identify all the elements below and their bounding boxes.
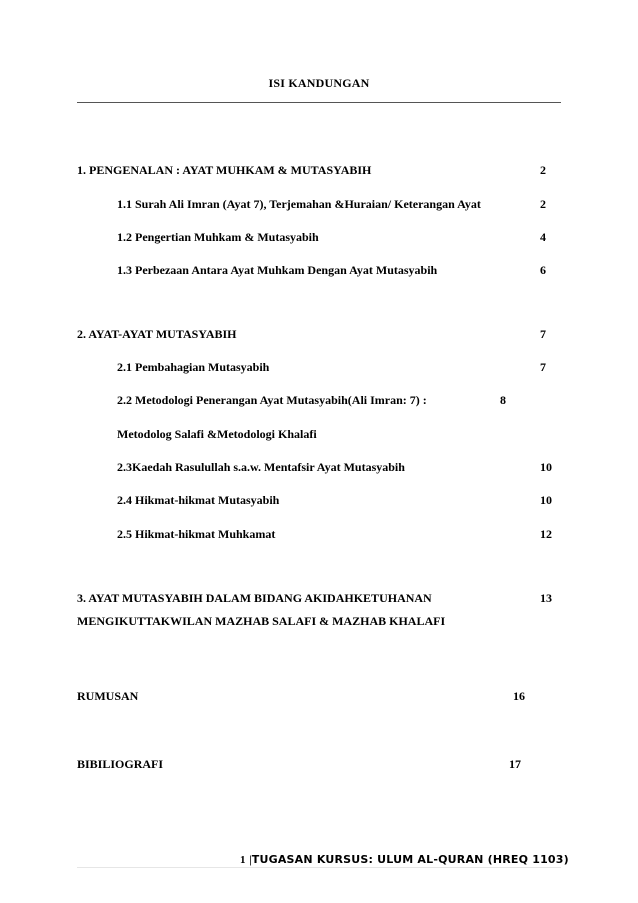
page-title: ISI KANDUNGAN <box>268 76 370 90</box>
toc-page-2-5: 12 <box>540 527 552 541</box>
toc-page-2-2: 8 <box>500 393 506 407</box>
toc-page-rumusan: 16 <box>513 689 525 703</box>
toc-entry-2-1: 2.1 Pembahagian Mutasyabih <box>117 360 270 374</box>
toc-entry-section-2: 2. AYAT-AYAT MUTASYABIH <box>77 327 237 341</box>
toc-entry-1-2: 1.2 Pengertian Muhkam & Mutasyabih <box>117 230 319 244</box>
title-divider <box>77 102 561 103</box>
page-footer <box>240 853 569 866</box>
toc-entry-2-3: 2.3Kaedah Rasulullah s.a.w. Mentafsir Ayat Mutasyabih <box>117 460 405 474</box>
toc-page-bibiliografi: 17 <box>509 757 521 771</box>
toc-entry-bibiliografi: BIBILIOGRAFI <box>77 757 164 771</box>
toc-page-section-1: 2 <box>540 163 546 177</box>
toc-entry-1-1: 1.1 Surah Ali Imran (Ayat 7), Terjemahan &Huraian/ Keterangan Ayat <box>117 197 481 211</box>
toc-page-1-1: 2 <box>540 197 546 211</box>
toc-entry-section-3: 3. AYAT MUTASYABIH DALAM BIDANG AKIDAHKETUHANAN <box>77 591 432 605</box>
toc-entry-section-3-continued: MENGIKUTTAKWILAN MAZHAB SALAFI & MAZHAB KHALAFI <box>77 614 446 628</box>
footer-course-title: TUGASAN KURSUS: ULUM AL-QURAN (HREQ 1103) <box>251 853 569 866</box>
toc-entry-2-2: 2.2 Metodologi Penerangan Ayat Mutasyabih(Ali Imran: 7) : <box>117 393 427 407</box>
toc-entry-1-3: 1.3 Perbezaan Antara Ayat Muhkam Dengan Ayat Mutasyabih <box>117 263 438 277</box>
footer-page-number: 1 <box>240 854 246 866</box>
footer-divider <box>77 867 561 868</box>
toc-page-1-3: 6 <box>540 263 546 277</box>
toc-entry-2-2-continued: Metodolog Salafi &Metodologi Khalafi <box>117 427 317 441</box>
toc-page-2-3: 10 <box>540 460 552 474</box>
toc-page-section-2: 7 <box>540 327 546 341</box>
toc-entry-rumusan: RUMUSAN <box>77 689 139 703</box>
toc-page-2-1: 7 <box>540 360 546 374</box>
toc-page-1-2: 4 <box>540 230 546 244</box>
toc-page-section-3: 13 <box>540 591 552 605</box>
toc-page-2-4: 10 <box>540 493 552 507</box>
toc-entry-2-4: 2.4 Hikmat-hikmat Mutasyabih <box>117 493 280 507</box>
toc-entry-section-1: 1. PENGENALAN : AYAT MUHKAM & MUTASYABIH <box>77 163 372 177</box>
footer-separator: | <box>249 854 252 866</box>
toc-entry-2-5: 2.5 Hikmat-hikmat Muhkamat <box>117 527 276 541</box>
